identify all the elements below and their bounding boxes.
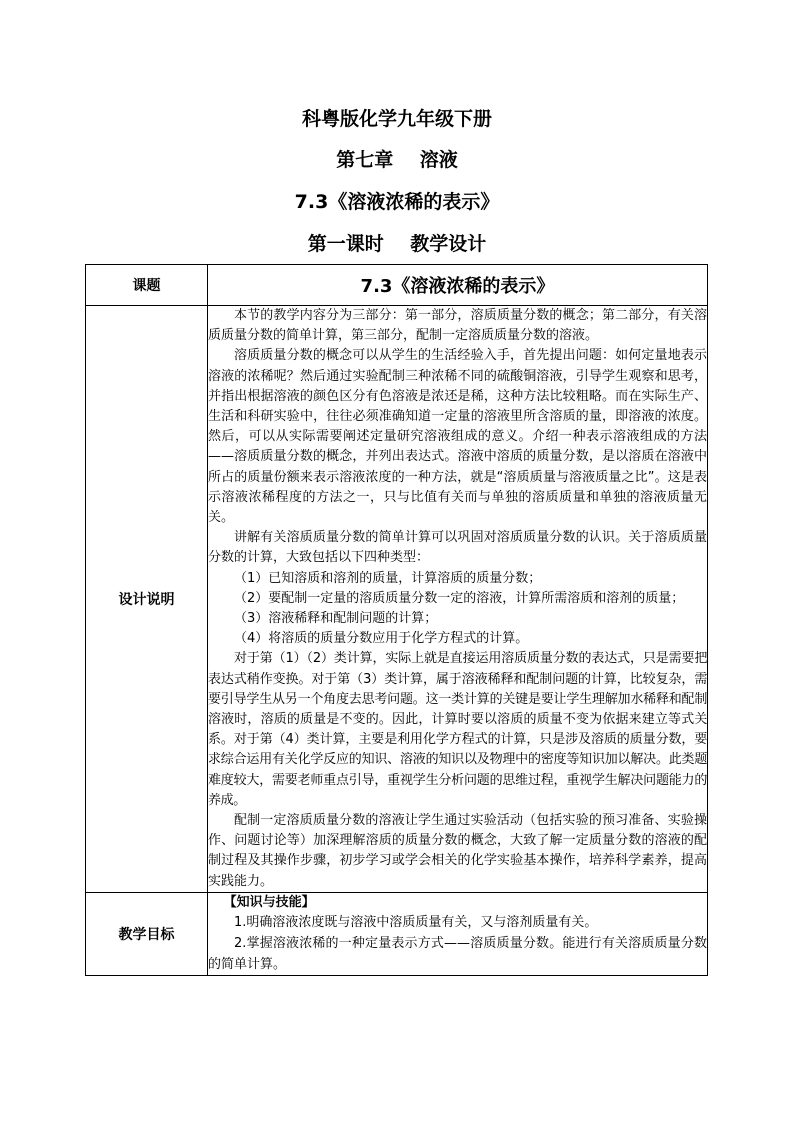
goal-item: 2.掌握溶液浓稀的一种定量表示方式——溶质质量分数。能进行有关溶质质量分数的简单计算。 — [208, 935, 707, 972]
goals-content — [208, 892, 708, 975]
design-list-item: （1）已知溶质和溶剂的质量，计算溶质的质量分数； — [234, 570, 542, 586]
design-label: 设计说明 — [86, 306, 208, 893]
topic-label: 课题 — [86, 265, 208, 306]
design-paragraph: 对于第（1）（2）类计算，实际上就是直接运用溶质质量分数的表达式，只是需要把表达式稍作变换。对于第（3）类计算，属于溶液稀释和配制问题的计算，比较复杂，需要引导学生从另一个角度去思考问题。这一类计算的关键是要让学生理解加水稀释和配制溶液时，溶质的质量是不变的。因此，计算时要以溶质的质量不变为依据来建立等式关系。对于第（4）类计算，主要是利用化学方程式的计算，只是涉及溶质的质量分数，要求综合运用有关化学反应的知识、溶液的知识以及物理中的密度等知识加以解决。此类题难度较大，需要老师重点引导，重视学生分析问题的思维过程，重视学生解决问题能力的养成。 — [208, 651, 707, 808]
topic-value: 7.3《溶液浓稀的表示》 — [208, 265, 708, 306]
knowledge-skills-heading: 【知识与技能】 — [223, 894, 315, 910]
design-list-item: （2）要配制一定量的溶质质量分数一定的溶液，计算所需溶质和溶剂的质量； — [234, 590, 685, 606]
goal-item: 1.明确溶液浓度既与溶液中溶质质量有关，又与溶剂质量有关。 — [234, 914, 598, 930]
design-paragraph: 本节的教学内容分为三部分：第一部分，溶质质量分数的概念；第二部分，有关溶质质量分数的简单计算，第三部分，配制一定溶质质量分数的溶液。 — [208, 308, 707, 344]
book-title: 科粤版化学九年级下册 — [301, 108, 492, 130]
design-paragraph: 讲解有关溶质质量分数的简单计算可以巩固对溶质质量分数的认识。关于溶质质量分数的计算，大致包括以下四种类型： — [208, 530, 707, 566]
topic-row — [86, 265, 708, 306]
section-title: 7.3《溶液浓稀的表示》 — [294, 191, 500, 213]
design-paragraph: 溶质质量分数的概念可以从学生的生活经验入手，首先提出问题：如何定量地表示溶液的浓稀呢？然后通过实验配制三种浓稀不同的硫酸铜溶液，引导学生观察和思考，并指出根据溶液的颜色区分有色溶液是浓还是稀，这种方法比较粗略。而在实际生产、生活和科研实验中，往往必须准确知道一定量的溶液里所含溶质的量，即溶液的浓度。然后，可以从实际需要阐述定量研究溶液组成的意义。介绍一种表示溶液组成的方法——溶质质量分数的概念，并列出表达式。溶液中溶质的质量分数，是以溶质在溶液中所占的质量份额来表示溶液浓度的一种方法，就是“溶质质量与溶液质量之比”。这是表示溶液浓稀程度的方法之一，只与比值有关而与单独的溶质质量和单独的溶液质量无关。 — [208, 348, 707, 526]
goals-row — [86, 892, 708, 975]
design-paragraph: 配制一定溶质质量分数的溶液让学生通过实验活动（包括实验的预习准备、实验操作、问题讨论等）加深理解溶质的质量分数的概念，大致了解一定质量分数的溶液的配制过程及其操作步骤，初步学习或学会相关的化学实验基本操作，培养科学素养，提高实践能力。 — [208, 813, 707, 889]
design-row — [86, 306, 708, 893]
lesson-design-table — [85, 264, 708, 976]
chapter-title: 第七章 溶液 — [336, 149, 458, 171]
lesson-title: 第一课时 教学设计 — [307, 233, 487, 255]
design-content — [208, 306, 708, 893]
goals-label: 教学目标 — [86, 892, 208, 975]
design-list-item: （4）将溶质的质量分数应用于化学方程式的计算。 — [234, 631, 529, 647]
design-list-item: （3）溶液稀释和配制问题的计算； — [234, 611, 438, 627]
